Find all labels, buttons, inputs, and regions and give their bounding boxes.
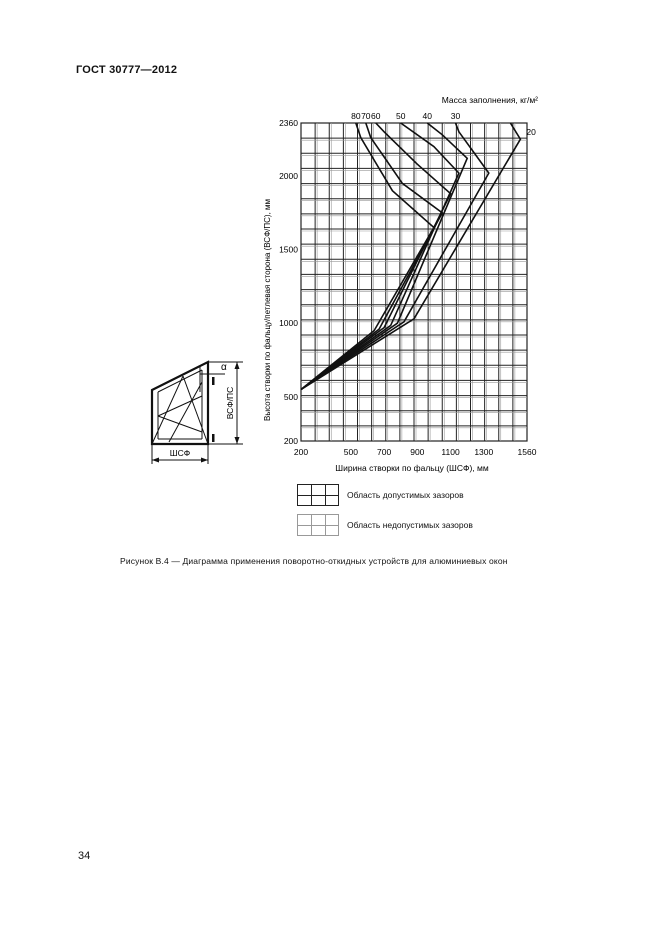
x-tick-label: 900: [410, 447, 425, 457]
series-label-60: 60: [371, 111, 381, 121]
chart: [250, 88, 560, 478]
legend-allowed: [297, 484, 464, 506]
series-label-20: 20: [526, 127, 536, 138]
x-tick-label: 1300: [474, 447, 494, 457]
y-tick-label: 1500: [279, 244, 298, 255]
standard-header: ГОСТ 30777—2012: [76, 64, 178, 76]
arrow-width-right: [201, 458, 208, 463]
series-label-30: 30: [450, 111, 461, 121]
arrow-height-top: [235, 362, 240, 369]
y-tick-label: 2000: [279, 171, 298, 181]
y-tick-label: 200: [283, 436, 298, 446]
width-label: ШСФ: [169, 448, 191, 458]
arrow-width-left: [152, 458, 159, 463]
legend-not-allowed: [297, 514, 473, 536]
diagonal-4: [158, 416, 202, 432]
y-tick-label: 2360: [279, 118, 298, 128]
page-number: 34: [78, 850, 91, 862]
legend-swatch-not-allowed: [297, 514, 339, 536]
alpha-label: α: [221, 362, 227, 373]
top-mass-label: Масса заполнения, кг/м²: [441, 95, 538, 105]
series-label-50: 50: [395, 111, 406, 121]
diagonal-3: [158, 396, 202, 416]
x-tick-label: 500: [343, 447, 358, 457]
curve-20: [301, 123, 520, 390]
window-schematic: [145, 352, 250, 472]
inner-frame-top: [158, 370, 202, 392]
hinge-top: [212, 377, 215, 385]
legend-not-allowed-label: Область недопустимых зазоров: [347, 520, 473, 530]
x-tick-label: 200: [293, 447, 309, 457]
y-axis-label: Высота створки по фальцу/петлевая сторона (ВСФ/ПС), мм: [263, 198, 272, 422]
figure-caption: Рисунок В.4 — Диаграмма применения поворотно-откидных устройств для алюминиевых окон: [120, 556, 508, 566]
curve-50: [301, 123, 459, 390]
y-tick-label: 500: [283, 391, 298, 402]
y-tick-label: 1000: [279, 318, 298, 329]
height-label: ВСФ/ПС: [225, 386, 235, 420]
x-axis-label: Ширина створки по фальцу (ШСФ), мм: [335, 463, 489, 473]
x-tick-label: 1560: [517, 447, 537, 457]
arrow-height-bottom: [235, 437, 240, 444]
x-tick-label: 700: [376, 447, 392, 457]
hinge-bottom: [212, 434, 215, 442]
x-tick-label: 1100: [441, 447, 460, 457]
legend-swatch-allowed: [297, 484, 339, 506]
series-label-70: 70: [361, 111, 371, 121]
series-label-40: 40: [422, 111, 433, 121]
diagonal-5: [169, 382, 202, 442]
diagonal-1: [152, 376, 183, 444]
legend-allowed-label: Область допустимых зазоров: [347, 490, 464, 500]
series-label-80: 80: [351, 111, 361, 121]
